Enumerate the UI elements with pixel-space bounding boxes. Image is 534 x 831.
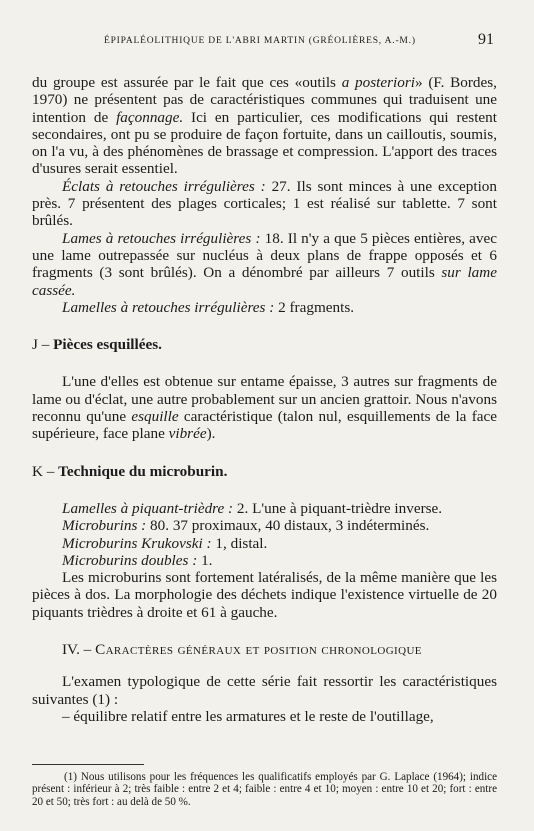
text-run: caractéristique (talon nul, esquillements de la face supérieure, face plane <box>32 408 497 443</box>
text-run: 2 fragments. <box>274 298 355 316</box>
section-heading-k <box>32 463 497 480</box>
section-numeral: IV. <box>62 641 80 659</box>
list-item <box>62 517 497 534</box>
section-title: Technique du microburin. <box>58 462 228 480</box>
paragraph-microburins: Les microburins sont fortement latéralisés, de la même manière que les pièces à dos. La morphologie des déchets indique l'existence virtuelle de 20 piquants trièdres à droite et 61 à gauche. <box>32 569 497 621</box>
italic-run: vibrée <box>168 425 207 443</box>
spacer <box>32 443 497 463</box>
category-label: Lames à retouches irrégulières : <box>62 229 261 247</box>
spacer <box>32 658 497 673</box>
text-run: Ici en particulier, ces modifications qui restent secondaires, ont pu se produire de façon fortuite, dans un cailloutis, soumis, on l'a vu, à des phénomènes de brassage et compression. L'apport des traces d'usures serait essentiel. <box>32 108 497 178</box>
text-run: ). <box>206 425 216 443</box>
footnote <box>32 771 497 808</box>
category-label: Lamelles à piquant-trièdre : <box>62 499 234 517</box>
italic-run: sur lame cassée. <box>32 264 497 299</box>
section-dash: – <box>37 336 54 354</box>
footnote-text: (1) Nous utilisons pour les fréquences les qualificatifs employés par G. Laplace (1964); indice présent : inférieur à 2; très faible : entre 2 et 4; faible : entre 4 et 10; moyen : entre 10 et 20; fort : entre 20 et 50; très fort : au delà de 50 %. <box>32 771 497 808</box>
section-title: Pièces esquillées. <box>53 336 162 354</box>
text-run: du groupe est assurée par le fait que ces «outils <box>32 74 342 91</box>
text-run: 2. L'une à piquant-trièdre inverse. <box>233 499 443 517</box>
category-label: Microburins : <box>62 517 147 535</box>
spacer <box>32 316 497 336</box>
category-label: Lamelles à retouches irrégulières : <box>62 298 275 316</box>
section-letter: J <box>32 336 38 354</box>
text-run: » (F. Bordes, 1970) ne présentent pas de caractéristiques communes qui traduisent une intention de <box>32 74 497 126</box>
text-run: L'une d'elles est obtenue sur entame épaisse, 3 autres sur fragments de lame ou d'éclat, une autre probablement sur un ancien grattoir. Nous n'avons reconnu qu'une <box>32 373 497 426</box>
spacer <box>32 353 497 373</box>
paragraph-lamelles <box>32 299 497 316</box>
running-head: ÉPIPALÉOLITHIQUE DE L'ABRI MARTIN (GRÉOLIÈRES, A.-M.) <box>104 36 416 46</box>
category-label: Microburins Krukovski : <box>62 534 212 552</box>
main-text <box>32 74 497 725</box>
section-heading-iv <box>32 641 497 658</box>
italic-run: façonnage. <box>116 108 184 126</box>
spacer <box>32 480 497 500</box>
microburin-list <box>32 500 497 569</box>
page-number: 91 <box>478 31 494 48</box>
paragraph-examen-typologique: L'examen typologique de cette série fait ressortir les caractéristiques suivantes (1) : <box>32 673 497 708</box>
list-item <box>62 535 497 552</box>
category-label: Éclats à retouches irrégulières : <box>62 177 266 195</box>
section-letter: K <box>32 462 43 480</box>
list-item-equilibre: – équilibre relatif entre les armatures et le reste de l'outillage, <box>62 707 434 725</box>
footnote-divider <box>32 764 144 765</box>
text-run: 80. 37 proximaux, 40 distaux, 3 indéterminés. <box>146 517 430 535</box>
text-run: 18. Il n'y a que 5 pièces entières, avec une lame outrepassée sur nucléus à deux plans de frappe opposés et 6 fragments (3 sont brûlés). On a dénombré par ailleurs 7 outils <box>32 229 497 282</box>
paragraph-pieces-esquillees <box>32 373 497 442</box>
list-item <box>62 500 497 517</box>
paragraph-lames <box>32 230 497 299</box>
spacer <box>32 621 497 641</box>
section-dash: – <box>79 641 96 659</box>
page-header <box>0 28 534 48</box>
text-run: 1. <box>197 551 213 569</box>
paragraph-outils-a-posteriori <box>32 74 497 178</box>
italic-run: esquille <box>131 408 179 426</box>
italic-run: a posteriori <box>341 74 415 91</box>
category-label: Microburins doubles : <box>62 551 198 569</box>
list-item <box>62 552 497 569</box>
section-dash: – <box>42 462 59 480</box>
text-run: 1, distal. <box>211 534 268 552</box>
paragraph-eclats <box>32 178 497 230</box>
section-title: Caractères généraux et position chronologique <box>95 641 422 659</box>
section-heading-j <box>32 336 497 353</box>
text-run: 27. Ils sont minces à une exception près. 7 présentent des plages corticales; 1 est réalisé sur tablette. 7 sont brûlés. <box>32 177 497 230</box>
